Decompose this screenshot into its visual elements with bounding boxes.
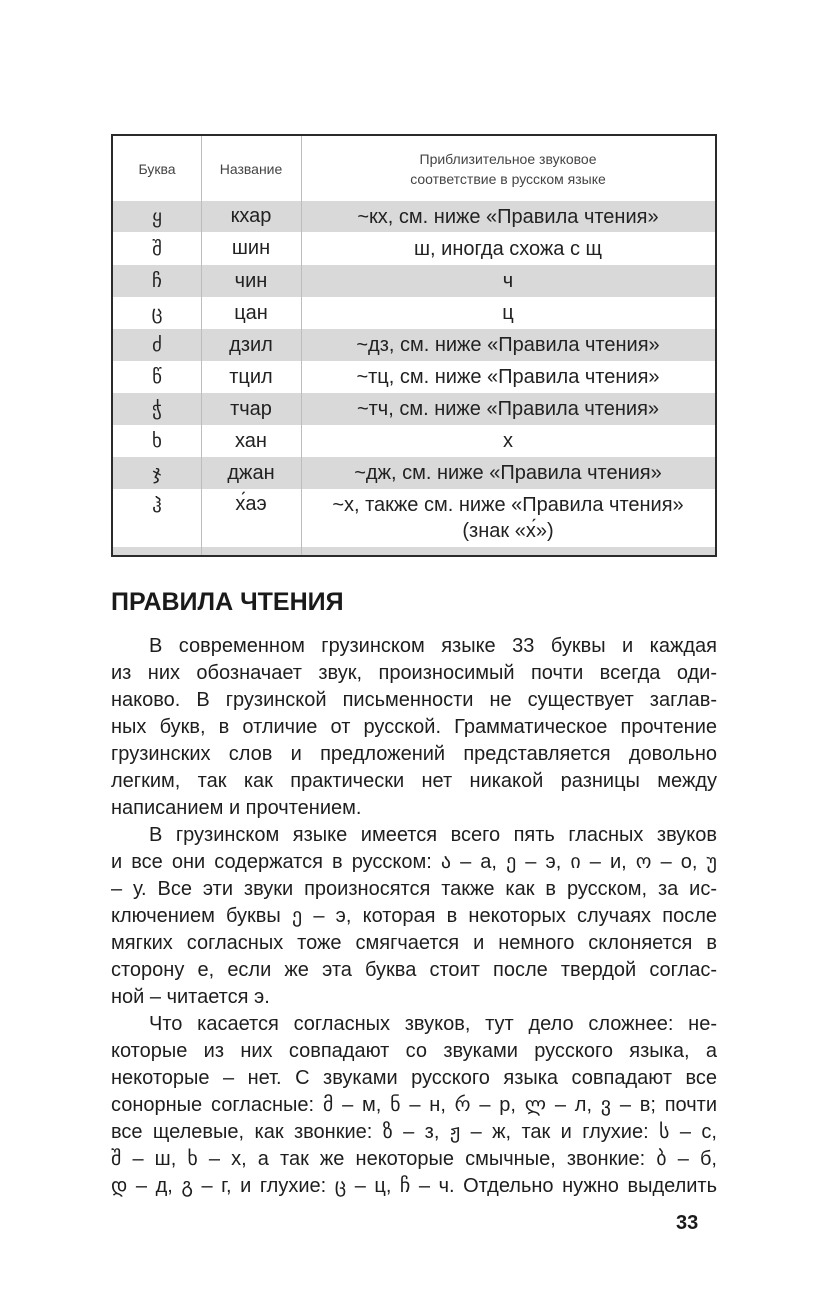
text-line: некоторые – нет. С звуками русского языка совпадают все (111, 1067, 717, 1089)
row-letter: ჩ (152, 270, 162, 292)
table-row (113, 297, 715, 329)
table-row (113, 329, 715, 361)
row-name: цан (234, 301, 268, 324)
text-line: и все они содержатся в русском: ა – а, ე – э, ი – и, ო – о, უ (111, 851, 717, 873)
row-letter: ჭ (152, 398, 162, 420)
table-row (113, 489, 715, 547)
table-row (113, 361, 715, 393)
text-line: сторону е, если же эта буква стоит после твердой соглас- (111, 959, 717, 981)
row-letter: წ (152, 366, 162, 388)
row-sound: ~кх, см. ниже «Правила чтения» (357, 205, 659, 228)
table-row (113, 232, 715, 265)
text-line: ной – читается э. (111, 986, 270, 1008)
row-sound: ~тч, см. ниже «Правила чтения» (356, 398, 660, 420)
row-name: тчар (230, 397, 272, 420)
row-name: дзил (229, 333, 273, 356)
text-line: мягких согласных тоже смягчается и немного склоняется в (111, 932, 717, 954)
row-letter: ჯ (152, 462, 162, 484)
text-line: все щелевые, как звонкие: ზ – з, ჟ – ж, так и глухие: ს – с, (111, 1121, 717, 1143)
row-name: чин (234, 269, 268, 292)
text-line: Что касается согласных звуков, тут дело сложнее: не- (149, 1013, 717, 1035)
header-sound-line2: соответствие в русском языке (410, 170, 606, 187)
row-name: кхар (230, 205, 272, 227)
row-sound: ~дз, см. ниже «Правила чтения» (356, 334, 660, 356)
row-letter: ძ (152, 334, 162, 356)
row-name: хан (235, 429, 267, 452)
text-line: დ – д, გ – г, и глухие: ც – ц, ჩ – ч. Отдельно нужно выделить (111, 1175, 717, 1197)
paragraph-consonants (111, 1011, 717, 1200)
text-line: наково. В грузинской письменности не существует заглав- (111, 689, 717, 711)
text-line: грузинских слов и предложений представляется довольно (111, 743, 717, 765)
header-sound-line1: Приблизительное звуковое (419, 150, 597, 167)
text-line: ных букв, в отличие от русской. Грамматическое прочтение (111, 716, 717, 738)
header-name: Название (219, 160, 283, 177)
text-line: сонорные согласные: მ – м, ნ – н, რ – р, ლ – л, ვ – в; почти (111, 1094, 717, 1116)
row-sound-line2: (знак «х́») (462, 520, 554, 542)
row-name: джан (227, 461, 275, 484)
row-name: х́аэ (235, 493, 267, 515)
table-row (113, 425, 715, 457)
row-letter: ც (151, 302, 163, 324)
text-line: ключением буквы ე – э, которая в некоторых случаях после (111, 905, 717, 927)
text-line: შ – ш, ხ – х, а так же некоторые смычные, звонкие: ბ – б, (111, 1148, 717, 1170)
table-row (113, 265, 715, 297)
table-row (113, 393, 715, 425)
paragraph-vowels (111, 822, 717, 1011)
text-line: – у. Все эти звуки произносятся также как в русском, за ис- (111, 878, 717, 900)
alphabet-table (111, 134, 717, 557)
row-sound: ч (502, 270, 514, 292)
row-sound (301, 489, 715, 547)
row-letter: ხ (152, 430, 162, 452)
row-sound: ц (502, 302, 514, 324)
header-sound (301, 136, 715, 201)
text-line: В грузинском языке имеется всего пять гласных звуков (149, 824, 717, 846)
section-heading: ПРАВИЛА ЧТЕНИЯ (111, 588, 344, 616)
row-letter: შ (152, 237, 162, 260)
row-name: шин (231, 237, 271, 259)
table-bottom-strip (113, 547, 715, 555)
table-header (113, 136, 715, 201)
column-divider (301, 136, 302, 555)
row-letter: ჰ (152, 495, 162, 517)
row-sound: ~тц, см. ниже «Правила чтения» (356, 366, 660, 388)
text-line: написанием и прочтением. (111, 797, 362, 819)
row-sound-line1: ~х, также см. ниже «Правила чтения» (332, 494, 684, 516)
row-letter: ყ (152, 205, 162, 228)
text-line: из них обозначает звук, произносимый почти всегда оди- (111, 662, 717, 684)
row-sound: ~дж, см. ниже «Правила чтения» (354, 462, 662, 484)
table-row (113, 457, 715, 489)
header-letter: Буква (138, 160, 176, 177)
text-line: которые из них совпадают со звуками русского языка, а (111, 1040, 717, 1062)
column-divider (201, 136, 202, 555)
text-line: легким, так как практически нет никакой разницы между (111, 770, 717, 792)
row-name: тцил (229, 365, 273, 388)
page-number: 33 (676, 1212, 699, 1234)
paragraph-intro (111, 633, 717, 822)
table-row (113, 201, 715, 232)
text-line: В современном грузинском языке 33 буквы и каждая (149, 635, 717, 657)
row-sound: х (503, 430, 513, 452)
row-sound: ш, иногда схожа с щ (414, 237, 602, 260)
